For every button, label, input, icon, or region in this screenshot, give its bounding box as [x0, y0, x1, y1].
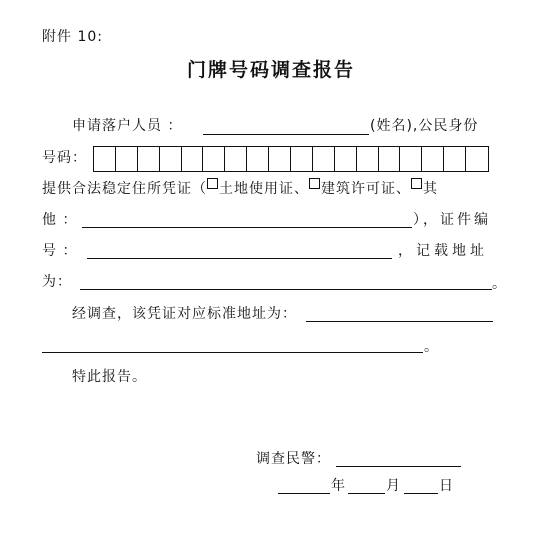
id-digit-cell[interactable] — [400, 147, 422, 171]
applicant-name-field[interactable] — [203, 134, 369, 135]
applicant-label: 申请落户人员 ： — [72, 118, 183, 134]
number-label: 号 ： — [42, 243, 78, 259]
id-digit-cell[interactable] — [335, 147, 357, 171]
checkbox-other[interactable] — [411, 178, 422, 189]
closing-text: 特此报告。 — [72, 369, 147, 385]
id-number-label: 号码： — [42, 150, 87, 166]
id-digit-cell[interactable] — [444, 147, 466, 171]
standard-address-field-continued[interactable] — [42, 352, 423, 353]
month-label: 月 — [386, 478, 401, 494]
id-digit-cell[interactable] — [160, 147, 182, 171]
applicant-name-suffix: (姓名),公民身份 — [370, 118, 479, 134]
id-digit-cell[interactable] — [182, 147, 204, 171]
id-digit-cell[interactable] — [247, 147, 269, 171]
month-field[interactable] — [348, 493, 385, 494]
year-field[interactable] — [278, 493, 330, 494]
id-number-boxes[interactable] — [93, 146, 489, 172]
id-digit-cell[interactable] — [269, 147, 291, 171]
id-digit-cell[interactable] — [138, 147, 160, 171]
other-proof-field[interactable] — [82, 227, 412, 228]
id-digit-cell[interactable] — [422, 147, 444, 171]
certificate-number-label: ），证件编 — [413, 212, 491, 228]
id-digit-cell[interactable] — [379, 147, 401, 171]
investigation-label: 经调查，该凭证对应标准地址为： — [72, 306, 297, 322]
option-building-permit: 建筑许可证、 — [321, 181, 411, 197]
id-digit-cell[interactable] — [357, 147, 379, 171]
attachment-label: 附件 10: — [42, 29, 103, 45]
day-field[interactable] — [404, 493, 438, 494]
id-digit-cell[interactable] — [291, 147, 313, 171]
checkbox-land-use[interactable] — [207, 178, 218, 189]
id-digit-cell[interactable] — [94, 147, 116, 171]
standard-address-field[interactable] — [306, 321, 493, 322]
day-label: 日 — [439, 478, 454, 494]
id-digit-cell[interactable] — [466, 147, 488, 171]
certificate-number-field[interactable] — [87, 258, 392, 259]
officer-label: 调查民警： — [256, 451, 331, 467]
housing-proof-line — [42, 178, 438, 198]
recorded-address-label: ，记载地址 — [398, 243, 488, 259]
option-other: 其 — [423, 181, 438, 197]
id-digit-cell[interactable] — [116, 147, 138, 171]
id-digit-cell[interactable] — [203, 147, 225, 171]
id-digit-cell[interactable] — [313, 147, 335, 171]
housing-proof-label: 提供合法稳定住所凭证（ — [42, 181, 207, 197]
checkbox-building-permit[interactable] — [309, 178, 320, 189]
officer-signature-field[interactable] — [336, 466, 461, 467]
line6-period: 。 — [492, 276, 507, 292]
recorded-address-field[interactable] — [80, 289, 492, 290]
option-land-use: 土地使用证、 — [219, 181, 309, 197]
id-digit-cell[interactable] — [225, 147, 247, 171]
for-label: 为： — [42, 274, 72, 290]
other-label: 他 ： — [42, 212, 78, 228]
page-title: 门牌号码调查报告 — [187, 59, 356, 81]
line8-period: 。 — [424, 339, 439, 355]
year-label: 年 — [331, 478, 346, 494]
